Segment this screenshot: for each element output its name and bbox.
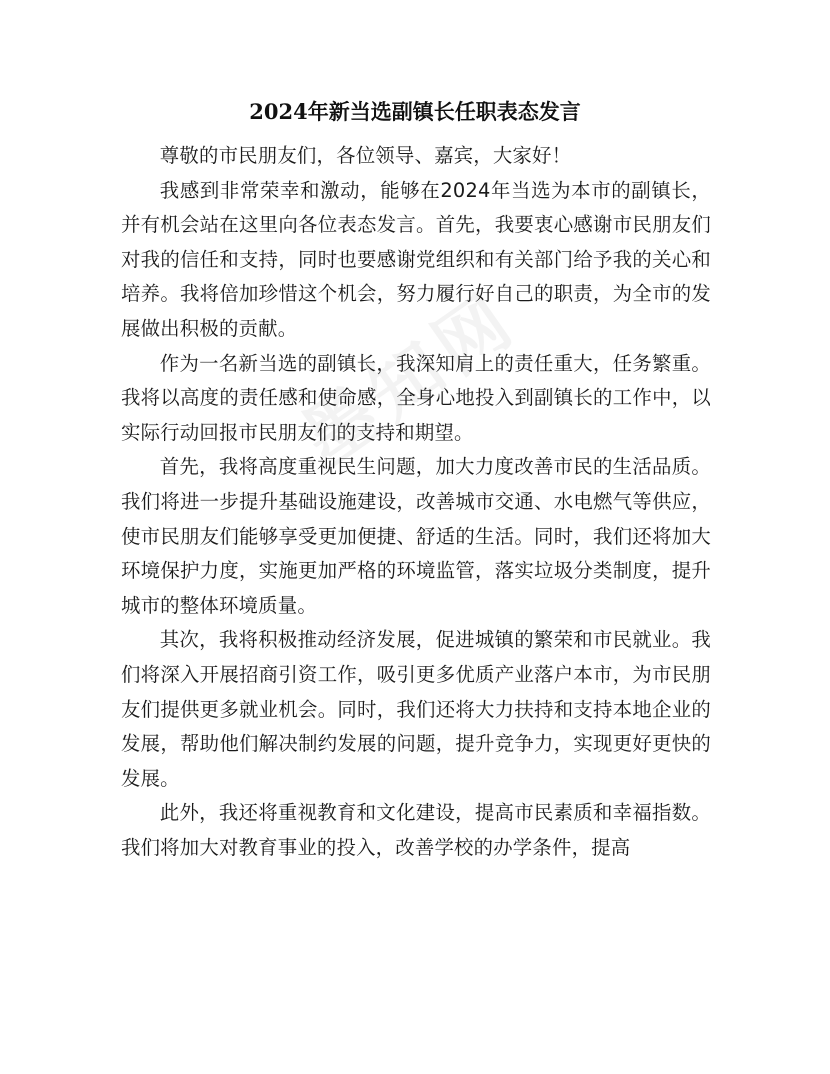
document-body — [121, 139, 711, 865]
page-title: 2024年新当选副镇长任职表态发言 — [249, 99, 581, 124]
paragraph-livelihood: 首先，我将高度重视民生问题，加大力度改善市民的生活品质。我们将进一步提升基础设施建设，改善城市交通、水电燃气等供应，使市民朋友们能够享受更加便捷、舒适的生活。同时，我们还将加大环境保护力度，实施更加严格的环境监管，落实垃圾分类制度，提升城市的整体环境质量。 — [121, 455, 711, 617]
paragraph-thanks: 我感到非常荣幸和激动，能够在2024年当选为本市的副镇长，并有机会站在这里向各位表态发言。首先，我要衷心感谢市民朋友们对我的信任和支持，同时也要感谢党组织和有关部门给予我的关心和培养。我将倍加珍惜这个机会，努力履行好自己的职责，为全市的发展做出积极的贡献。 — [121, 178, 711, 340]
paragraph-responsibility: 作为一名新当选的副镇长，我深知肩上的责任重大，任务繁重。我将以高度的责任感和使命感，全身心地投入到副镇长的工作中，以实际行动回报市民朋友们的支持和期望。 — [121, 351, 711, 444]
paragraph-economy: 其次，我将积极推动经济发展，促进城镇的繁荣和市民就业。我们将深入开展招商引资工作，吸引更多优质产业落户本市，为市民朋友们提供更多就业机会。同时，我们还将大力扶持和支持本地企业的发展，帮助他们解决制约发展的问题，提升竞争力，实现更好更快的发展。 — [121, 628, 711, 790]
paragraph-greeting: 尊敬的市民朋友们，各位领导、嘉宾，大家好！ — [159, 144, 572, 167]
paragraph-education: 此外，我还将重视教育和文化建设，提高市民素质和幸福指数。我们将加大对教育事业的投入，改善学校的办学条件，提高 — [121, 801, 711, 859]
